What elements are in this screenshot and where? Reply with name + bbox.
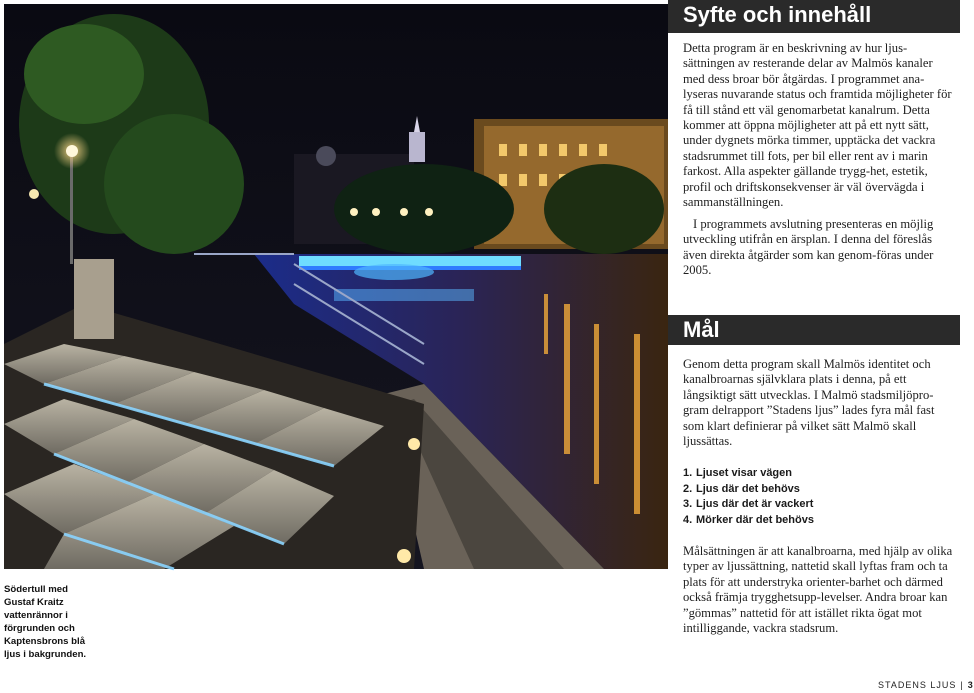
goal-number: 1. <box>683 467 693 479</box>
page-footer <box>878 680 974 690</box>
body-paragraph: Genom detta program skall Malmös identitet och kanalbroarnas självklara plats i denna, på ett långsiktigt sätt utvecklas. I Malmö stadsmiljöpro-gram delrapport ”Stadens ljus” lades fyra mål fast som klart definierar på vilket sätt Malmö skall ljussättas. <box>683 357 935 449</box>
body-paragraph: Målsättningen är att kanalbroarna, med hjälp av olika typer av ljussättning, nattetid skall lyftas fram och ta plats för att understryka orienter-barhet och därmed också främja trygghetsupp-levelser. Andra broar kan ”gömmas” nattetid för att istället rikta ögat mot intilliggande, vackra stadsrum. <box>683 544 953 636</box>
footer-separator: | <box>960 680 964 690</box>
footer-label: STADENS LJUS <box>878 680 957 690</box>
body-paragraph: Detta program är en beskrivning av hur ljus-sättningen av resterande delar av Malmös kanaler med dess broar bör åtgärdas. I programmet ana-lyseras nuvarande status och framtida möjligheter för få till stånd ett väl genomarbetat kanalrum. Detta kommer att öppna möjligheter att på ett nytt sätt, under dygnets mörka timmer, upptäcka det vackra stadsrummet till fots, per bil eller rent av i marin farkost. Alla aspekter gällande trygg-het, estetik, profil och driftskonsekvenser är väl övervägda i sammanställningen. <box>683 41 952 210</box>
goal-item <box>683 482 814 498</box>
photo-caption: Södertull med Gustaf Kraitz vattenrännor i förgrunden och Kaptensbrons blå ljus i bakgrunden. <box>4 584 87 660</box>
goal-item <box>683 466 814 482</box>
stone-pillar <box>74 259 114 339</box>
section-heading-syfte: Syfte och innehåll <box>668 0 960 33</box>
goal-text: Mörker där det behövs <box>696 514 814 527</box>
goal-number: 3. <box>683 498 693 511</box>
section-heading-mal: Mål <box>668 315 960 345</box>
goal-text: Ljus där det behövs <box>696 482 800 495</box>
goal-item <box>683 513 814 529</box>
page-number: 3 <box>967 680 974 690</box>
goals-list <box>683 466 814 529</box>
canal-night-photo <box>4 4 668 569</box>
goal-text: Ljus där det är vackert <box>696 498 814 511</box>
goal-number: 2. <box>683 482 693 495</box>
body-paragraph: I programmets avslutning presenteras en möjlig utveckling utifrån en ärsplan. I denna del föreslås även direkta åtgärder som kan genom-föras under 2005. <box>683 217 934 278</box>
goal-number: 4. <box>683 514 693 527</box>
goal-item <box>683 497 814 513</box>
goal-text: Ljuset visar vägen <box>696 467 792 479</box>
